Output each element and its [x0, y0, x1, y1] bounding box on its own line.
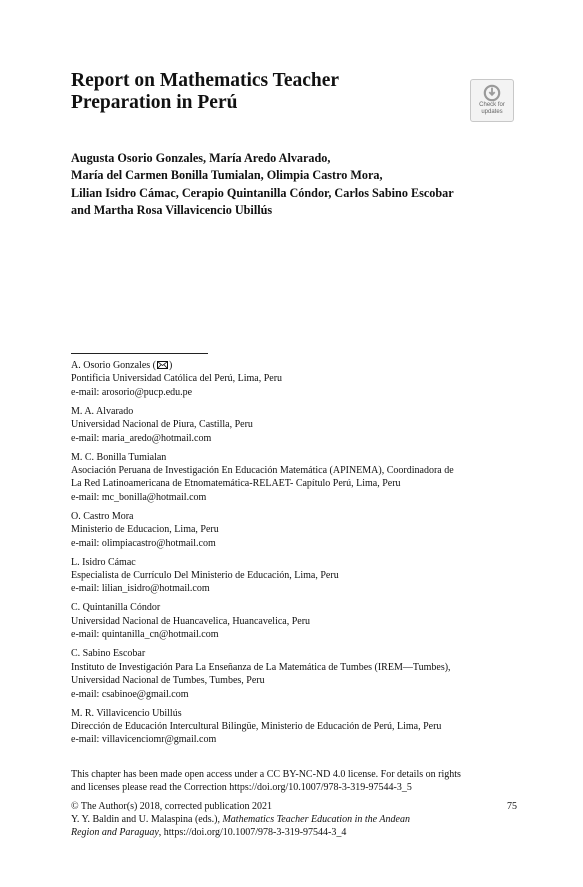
author-line: and Martha Rosa Villavicencio Ubillús: [71, 203, 273, 218]
book-title: Region and Paraguay: [71, 826, 159, 838]
open-access-note: [71, 769, 521, 794]
author-line: Lilian Isidro Cámac, Cerapio Quintanilla Cóndor, Carlos Sabino Escobar: [71, 185, 454, 200]
affiliation-block: [71, 405, 521, 445]
email[interactable]: e-mail: csabinoe@gmail.com: [71, 688, 189, 700]
email[interactable]: e-mail: maria_aredo@hotmail.com: [71, 432, 212, 444]
open-access-line[interactable]: and licenses please read the Correction https://doi.org/10.1007/978-3-319-97544-3_5: [71, 781, 412, 793]
author-name: L. Isidro Cámac: [71, 556, 136, 568]
email[interactable]: e-mail: olimpiacastro@hotmail.com: [71, 537, 216, 549]
author-name: M. A. Alvarado: [71, 405, 134, 417]
author-line: María del Carmen Bonilla Tumialan, Olimpia Castro Mora,: [71, 168, 383, 183]
affiliation-block: [71, 601, 521, 641]
author-name: M. C. Bonilla Tumialan: [71, 451, 167, 463]
open-access-line: This chapter has been made open access under a CC BY-NC-ND 4.0 license. For details on rights: [71, 769, 461, 780]
affiliation-block: [71, 707, 521, 747]
affiliation-block: A. Osorio Gonzales ( ) Pontificia Universidad Católica del Perú, Lima, Peru e-mail: arosorio@pucp.edu.pe: [71, 359, 521, 399]
affiliation-block: [71, 451, 521, 505]
book-title: Mathematics Teacher Education in the Andean: [222, 813, 410, 825]
envelope-icon[interactable]: [157, 361, 168, 369]
institution: Universidad Nacional de Huancavelica, Huancavelica, Peru: [71, 615, 311, 627]
email[interactable]: e-mail: lilian_isidro@hotmail.com: [71, 583, 210, 595]
citation-line: [71, 827, 517, 840]
author-line: Augusta Osorio Gonzales, María Aredo Alvarado,: [71, 151, 331, 165]
badge-label: Check for: [479, 102, 505, 108]
email[interactable]: e-mail: villavicenciomr@gmail.com: [71, 734, 217, 746]
crossmark-icon: [483, 84, 501, 102]
institution: Pontificia Universidad Católica del Perú, Lima, Peru: [71, 373, 283, 385]
affiliation-block: [71, 556, 521, 596]
doi-link[interactable]: , https://doi.org/10.1007/978-3-319-97544-3_4: [158, 826, 347, 838]
institution: Universidad Nacional de Tumbes, Tumbes, Peru: [71, 675, 265, 687]
check-for-updates-badge[interactable]: [470, 79, 514, 122]
page-footer: [71, 801, 517, 839]
email[interactable]: e-mail: arosorio@pucp.edu.pe: [71, 386, 193, 398]
email[interactable]: e-mail: quintanilla_cn@hotmail.com: [71, 629, 219, 641]
footnote-divider: [71, 353, 208, 354]
affiliations: [71, 359, 521, 752]
title-line: Preparation in Perú: [71, 92, 238, 113]
chapter-title: [71, 70, 401, 114]
page-number: 75: [507, 801, 517, 812]
affiliation-block: [71, 647, 521, 701]
author-name: C. Sabino Escobar: [71, 648, 146, 660]
author-name: A. Osorio Gonzales: [71, 360, 151, 371]
affiliation-block: [71, 510, 521, 550]
copyright-line: © The Author(s) 2018, corrected publication 2021: [71, 801, 272, 812]
author-name: O. Castro Mora: [71, 510, 134, 522]
institution: Universidad Nacional de Piura, Castilla, Peru: [71, 419, 253, 431]
institution: La Red Latinoamericana de Etnomatemática-RELAET- Capítulo Perú, Lima, Peru: [71, 478, 401, 490]
title-line: Report on Mathematics Teacher: [71, 70, 340, 91]
author-name: C. Quintanilla Cóndor: [71, 602, 161, 614]
author-name: M. R. Villavicencio Ubillús: [71, 707, 182, 719]
institution: Especialista de Currículo Del Ministerio de Educación, Lima, Peru: [71, 570, 339, 582]
editors: Y. Y. Baldin and U. Malaspina (eds.),: [71, 813, 223, 825]
institution: Ministerio de Educacion, Lima, Peru: [71, 524, 219, 536]
institution: Dirección de Educación Intercultural Bilingüe, Ministerio de Educación de Perú, Lima, Peru: [71, 720, 442, 732]
badge-label: updates: [481, 109, 503, 115]
email[interactable]: e-mail: mc_bonilla@hotmail.com: [71, 491, 207, 503]
author-list: [71, 150, 511, 220]
institution: Asociación Peruana de Investigación En Educación Matemática (APINEMA), Coordinadora de: [71, 465, 454, 477]
institution: Instituto de Investigación Para La Enseñanza de La Matemática de Tumbes (IREM—Tumbes),: [71, 661, 451, 673]
citation-line: [71, 814, 517, 827]
